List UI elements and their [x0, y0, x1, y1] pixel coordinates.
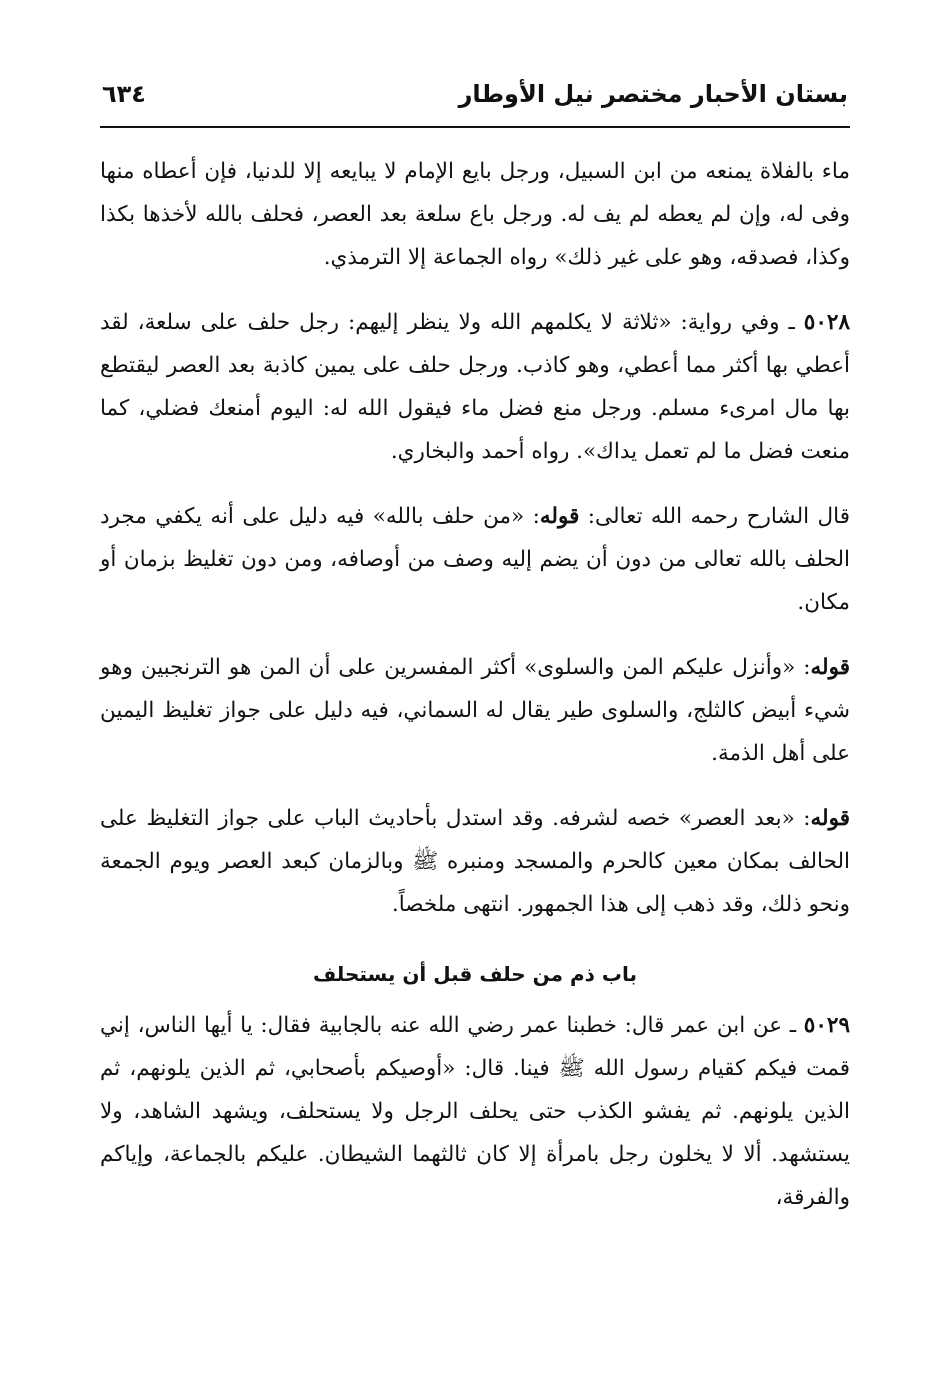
keyword-qawluhu: قوله: [539, 504, 580, 529]
header-rule: [100, 126, 850, 128]
chapter-heading: باب ذم من حلف قبل أن يستحلف: [312, 962, 638, 986]
hadith-number: ٥٠٢٩: [803, 1013, 850, 1038]
paragraph-continuation: [100, 150, 850, 279]
keyword-qawluhu: قوله: [810, 655, 850, 680]
commentary-paragraph-2: [100, 646, 850, 775]
paragraph-text: : «وأنزل عليكم المن والسلوى» أكثر المفسرين على أن المن هو الترنجبين وهو شيء أبيض كالثلج، والسلوى طير يقال له السماني، فيه دليل على جواز تغليظ اليمين على أهل الذمة.: [100, 655, 850, 766]
hadith-5029: [100, 1004, 850, 1219]
paragraph-text: : «بعد العصر» خصه لشرفه. وقد استدل بأحاديث الباب على جواز التغليظ على الحالف بمكان معين كالحرم والمسجد ومنبره ﷺ وبالزمان كبعد العصر ويوم الجمعة ونحو ذلك، وقد ذهب إلى هذا الجمهور. انتهى ملخصاً.: [100, 806, 850, 917]
book-page: [100, 80, 850, 1241]
running-header: [100, 80, 850, 126]
hadith-5028: [100, 301, 850, 473]
keyword-qawluhu: قوله: [810, 806, 850, 831]
commentary-paragraph-3: [100, 797, 850, 926]
paragraph-text: ماء بالفلاة يمنعه من ابن السبيل، ورجل بايع الإمام لا يبايعه إلا للدنيا، فإن أعطاه منها وفى له، وإن لم يعطه لم يف له. ورجل باع سلعة بعد العصر، فحلف بالله لأخذها بكذا وكذا، فصدقه، وهو على غير ذلك» رواه الجماعة إلا الترمذي.: [100, 159, 850, 270]
paragraph-text: ـ عن ابن عمر قال: خطبنا عمر رضي الله عنه بالجابية فقال: يا أيها الناس، إني قمت فيكم كقيام رسول الله ﷺ فينا. قال: «أوصيكم بأصحابي، ثم الذين يلونهم، ثم الذين يلونهم. ثم يفشو الكذب حتى يحلف الرجل ولا يستحلف، ويشهد الشاهد، ولا يستشهد. ألا لا يخلون رجل بامرأة إلا كان ثالثهما الشيطان. عليكم بالجماعة، وإياكم والفرقة،: [100, 1013, 851, 1210]
paragraph-text: ـ وفي رواية: «ثلاثة لا يكلمهم الله ولا ينظر إليهم: رجل حلف على سلعة، لقد أعطي بها أكثر مما أعطي، وهو كاذب. ورجل حلف على يمين كاذبة بعد العصر ليقتطع بها مال امرىء مسلم. ورجل منع فضل ماء فيقول الله له: اليوم أمنعك فضلي، كما منعت فضل ما لم تعمل يداك». رواه أحمد والبخاري.: [100, 310, 850, 464]
commentary-paragraph-1: [100, 495, 850, 624]
page-number: ٦٣٤: [102, 80, 146, 108]
hadith-number: ٥٠٢٨: [803, 310, 850, 335]
paragraph-text: : «من حلف بالله» فيه دليل على أنه يكفي مجرد الحلف بالله تعالى من دون أن يضم إليه وصف من أوصافه، ومن دون تغليظ بزمان أو مكان.: [100, 504, 850, 615]
book-title: بستان الأحبار مختصر نيل الأوطار: [458, 80, 848, 108]
commentary-prefix: قال الشارح رحمه الله تعالى:: [579, 504, 850, 529]
